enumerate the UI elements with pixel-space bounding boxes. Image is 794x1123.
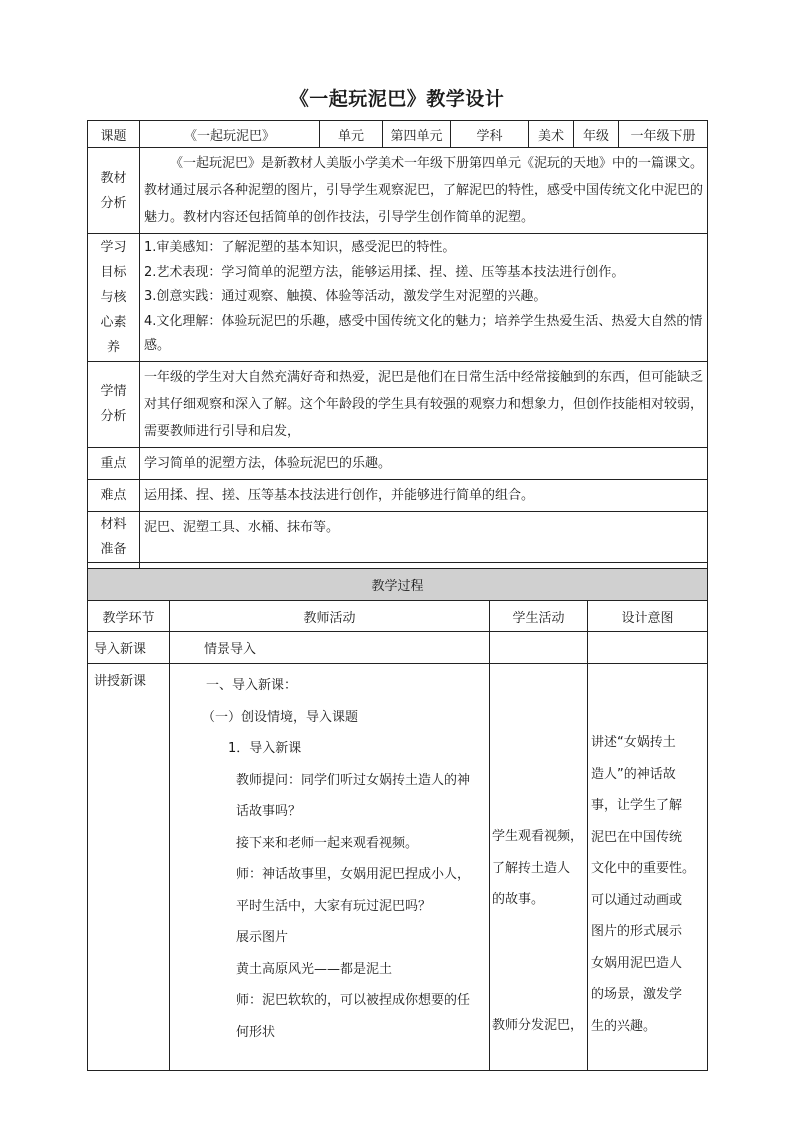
learners-text: 一年级的学生对大自然充满好奇和热爱，泥巴是他们在日常生活中经常接触到的东西，但可能缺乏对其仔细观察和深入了解。这个年龄段的学生具有较强的观察力和想象力，但创作技能相对较弱，需要教师进行引导和启发， (140, 361, 708, 447)
teacher-line: 展示图片 (236, 930, 289, 945)
info-row-goals (88, 234, 708, 362)
info-row-learners (88, 361, 708, 447)
stage-cell: 讲授新课 (88, 664, 170, 1071)
student-line: 的故事。 (492, 892, 545, 907)
process-title-row (88, 569, 708, 601)
document-title: 《一起玩泥巴》教学设计 (289, 88, 505, 110)
design-line: 可以通过动画或 (591, 892, 683, 908)
teacher-line: （一）创设情境，导入课题 (202, 709, 359, 725)
teacher-line: 黄土高原风光——都是泥土 (236, 961, 393, 977)
info-row-analysis (88, 148, 708, 234)
stage-cell: 导入新课 (88, 632, 170, 664)
topic-label: 课题 (88, 121, 140, 148)
teacher-line: 1．导入新课 (228, 741, 302, 756)
teacher-line: 教师提问：同学们听过女娲抟土造人的神 (236, 772, 471, 788)
grade-value: 一年级下册 (619, 121, 708, 148)
teacher-line: 话故事吗？ (236, 804, 302, 819)
topic-value: 《一起玩泥巴》 (140, 121, 320, 148)
design-line: 造人”的神话故 (591, 766, 676, 782)
analysis-label: 教材 分析 (88, 148, 140, 234)
unit-label: 单元 (320, 121, 383, 148)
teacher-line: 何形状 (236, 1024, 276, 1040)
info-row-difficulty (88, 479, 708, 511)
lesson-info-table (87, 120, 708, 587)
materials-text: 泥巴、泥塑工具、水桶、抹布等。 (140, 511, 708, 562)
grade-label: 年级 (574, 121, 619, 148)
student-line: 教师分发泥巴， (492, 1017, 584, 1033)
info-row-key (88, 447, 708, 479)
learners-label: 学情 分析 (88, 361, 140, 447)
student-line: 了解抟土造人 (492, 860, 571, 876)
teacher-line: 师：神话故事里，女娲用泥巴捏成小人， (236, 867, 471, 882)
student-cell (490, 632, 588, 664)
difficulty-label: 难点 (88, 479, 140, 511)
teacher-line: 一、导入新课： (206, 678, 298, 693)
design-line: 事，让学生了解 (591, 798, 683, 813)
design-cell (588, 664, 708, 1071)
materials-label: 材料 准备 (88, 511, 140, 562)
teacher-cell: 情景导入 (170, 632, 490, 664)
design-line: 生的兴趣。 (591, 1018, 657, 1034)
design-line: 的场景，激发学 (591, 987, 683, 1002)
teacher-line: 师：泥巴软软的，可以被捏成你想要的任 (236, 993, 471, 1008)
key-label: 重点 (88, 447, 140, 479)
col-header-student: 学生活动 (490, 601, 588, 632)
subject-value: 美术 (529, 121, 574, 148)
goals-label: 学习 目标 与核 心素 养 (88, 234, 140, 362)
design-cell (588, 632, 708, 664)
subject-label: 学科 (451, 121, 529, 148)
process-row-lecture (88, 664, 708, 1071)
process-row-intro (88, 632, 708, 664)
design-line: 泥巴在中国传统 (591, 829, 683, 845)
col-header-design: 设计意图 (588, 601, 708, 632)
student-line: 学生观看视频， (492, 829, 584, 844)
key-text: 学习简单的泥塑方法，体验玩泥巴的乐趣。 (140, 447, 708, 479)
goal-item: 4.文化理解：体验玩泥巴的乐趣，感受中国传统文化的魅力；培养学生热爱生活、热爱大自然的情感。 (144, 313, 703, 353)
student-cell (490, 664, 588, 1071)
teacher-line: 接下来和老师一起来观看视频。 (236, 835, 419, 851)
process-header-row (88, 601, 708, 632)
analysis-text: 《一起玩泥巴》是新教材人美版小学美术一年级下册第四单元《泥玩的天地》中的一篇课文。教材通过展示各种泥塑的图片，引导学生观察泥巴，了解泥巴的特性，感受中国传统文化中泥巴的魅力。教材内容还包括简单的创作技法，引导学生创作简单的泥塑。 (140, 148, 708, 234)
difficulty-text: 运用揉、捏、搓、压等基本技法进行创作，并能够进行简单的组合。 (140, 479, 708, 511)
design-line: 女娲用泥巴造人 (591, 955, 683, 971)
goal-item: 1.审美感知：了解泥塑的基本知识，感受泥巴的特性。 (144, 240, 456, 255)
goal-item: 3.创意实践：通过观察、触摸、体验等活动，激发学生对泥塑的兴趣。 (144, 289, 547, 304)
teacher-cell (170, 664, 490, 1071)
goal-item: 2.艺术表现：学习简单的泥塑方法，能够运用揉、捏、搓、压等基本技法进行创作。 (144, 264, 625, 280)
goals-list (140, 234, 708, 362)
info-row-basic (88, 121, 708, 148)
teacher-line: 平时生活中，大家有玩过泥巴吗？ (236, 898, 432, 914)
unit-value: 第四单元 (383, 121, 451, 148)
design-line: 图片的形式展示 (591, 924, 683, 939)
design-line: 讲述“女娲抟土 (591, 735, 676, 750)
info-row-materials (88, 511, 708, 562)
design-line: 文化中的重要性。 (591, 861, 696, 876)
col-header-stage: 教学环节 (88, 601, 170, 632)
teaching-process-table (87, 568, 708, 1071)
col-header-teacher: 教师活动 (170, 601, 490, 632)
process-title: 教学过程 (88, 569, 708, 601)
